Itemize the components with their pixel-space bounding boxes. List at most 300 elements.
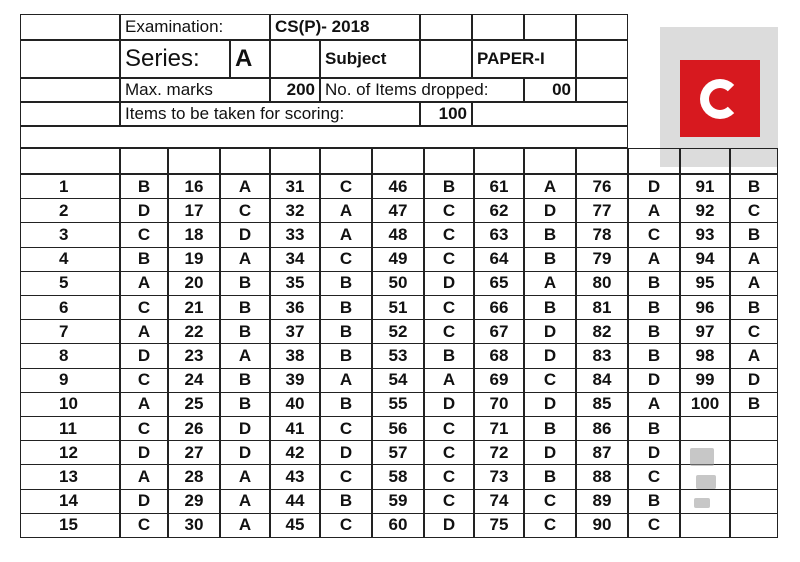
answer-cell — [628, 440, 680, 465]
question-number: 16 — [184, 176, 204, 196]
question-number: 40 — [285, 394, 305, 414]
question-number-cell — [680, 295, 730, 320]
header-blank-r1-a — [420, 14, 472, 40]
question-number: 60 — [388, 515, 408, 535]
question-number: 98 — [695, 345, 715, 365]
answer-cell — [320, 222, 372, 247]
answer-letter: D — [442, 273, 456, 293]
answer-cell — [524, 368, 576, 393]
answer-cell — [628, 319, 680, 344]
question-number-cell — [168, 222, 220, 247]
question-number-cell — [20, 392, 120, 417]
answer-letter: B — [442, 345, 456, 365]
question-number-cell — [680, 174, 730, 199]
question-number-cell — [372, 416, 424, 441]
question-number: 96 — [695, 297, 715, 317]
answer-letter: C — [238, 200, 252, 220]
question-number-cell — [474, 271, 524, 296]
answer-cell — [730, 343, 778, 368]
question-number-cell — [168, 343, 220, 368]
question-number-cell — [372, 247, 424, 272]
answer-cell — [120, 222, 168, 247]
answer-letter: C — [442, 224, 456, 244]
logo-ring-shape — [700, 79, 740, 119]
question-number: 22 — [184, 321, 204, 341]
scoring-value: 100 — [420, 102, 472, 126]
question-number: 63 — [489, 224, 509, 244]
answer-letter: D — [543, 394, 557, 414]
header-blank-r1-d — [576, 14, 628, 40]
answer-cell — [424, 513, 474, 538]
question-number-cell — [372, 198, 424, 223]
answer-letter: C — [543, 370, 557, 390]
question-number: 62 — [489, 200, 509, 220]
question-number-cell — [576, 416, 628, 441]
answer-cell — [524, 295, 576, 320]
question-number: 35 — [285, 273, 305, 293]
answer-cell — [628, 489, 680, 514]
question-number: 32 — [285, 200, 305, 220]
question-number: 28 — [184, 466, 204, 486]
spacer-cell — [20, 148, 120, 174]
question-number-cell — [680, 513, 730, 538]
answer-cell — [320, 198, 372, 223]
answer-cell — [220, 368, 270, 393]
answer-letter: C — [647, 224, 661, 244]
question-number-cell — [20, 319, 120, 344]
question-number-cell — [20, 464, 120, 489]
question-number-cell — [168, 416, 220, 441]
question-number-cell — [20, 416, 120, 441]
question-number-cell — [20, 271, 120, 296]
question-number-cell — [680, 343, 730, 368]
header-blank-r1-b — [472, 14, 524, 40]
answer-cell — [524, 271, 576, 296]
question-number-cell — [474, 343, 524, 368]
answer-cell — [730, 392, 778, 417]
question-number: 6 — [59, 297, 69, 317]
answer-letter: D — [339, 442, 353, 462]
question-number: 82 — [592, 321, 612, 341]
answer-cell — [220, 247, 270, 272]
answer-letter: A — [137, 394, 151, 414]
question-number-cell — [474, 174, 524, 199]
answer-cell — [628, 174, 680, 199]
question-number: 89 — [592, 491, 612, 511]
answer-letter: D — [442, 394, 456, 414]
question-number-cell — [270, 295, 320, 320]
answer-cell — [320, 174, 372, 199]
answer-letter: A — [238, 491, 252, 511]
answer-letter: C — [647, 515, 661, 535]
question-number: 13 — [59, 466, 78, 486]
question-number-cell — [680, 368, 730, 393]
scan-smudge — [694, 498, 710, 508]
question-number: 76 — [592, 176, 612, 196]
question-number-cell — [576, 271, 628, 296]
question-number: 19 — [184, 249, 204, 269]
question-number: 45 — [285, 515, 305, 535]
question-number: 55 — [388, 394, 408, 414]
answer-cell — [220, 416, 270, 441]
question-number: 2 — [59, 200, 69, 220]
question-number: 51 — [388, 297, 408, 317]
answer-letter: D — [647, 370, 661, 390]
answer-letter: C — [339, 418, 353, 438]
spacer-cell — [120, 148, 168, 174]
answer-cell — [424, 440, 474, 465]
question-number: 3 — [59, 224, 69, 244]
question-number-cell — [474, 222, 524, 247]
question-number: 15 — [59, 515, 78, 535]
question-number: 18 — [184, 224, 204, 244]
answer-letter: D — [137, 442, 151, 462]
question-number: 69 — [489, 370, 509, 390]
question-number-cell — [474, 513, 524, 538]
answer-letter: B — [137, 176, 151, 196]
answer-cell — [320, 319, 372, 344]
answer-letter: B — [238, 297, 252, 317]
question-number-cell — [168, 392, 220, 417]
answer-cell — [628, 271, 680, 296]
question-number: 59 — [388, 491, 408, 511]
question-number: 78 — [592, 224, 612, 244]
question-number: 46 — [388, 176, 408, 196]
header-blank-r1-c — [524, 14, 576, 40]
question-number: 70 — [489, 394, 509, 414]
question-number-cell — [372, 174, 424, 199]
question-number: 68 — [489, 345, 509, 365]
answer-cell — [524, 247, 576, 272]
question-number-cell — [270, 222, 320, 247]
answer-cell — [524, 343, 576, 368]
question-number-cell — [474, 440, 524, 465]
question-number-cell — [270, 368, 320, 393]
answer-letter: D — [647, 176, 661, 196]
answer-cell — [120, 174, 168, 199]
question-number-cell — [168, 513, 220, 538]
question-number-cell — [372, 392, 424, 417]
question-number: 25 — [184, 394, 204, 414]
spacer-cell — [320, 148, 372, 174]
answer-letter: B — [747, 394, 761, 414]
answer-letter: C — [339, 176, 353, 196]
question-number: 95 — [695, 273, 715, 293]
answer-letter: C — [442, 321, 456, 341]
question-number-cell — [20, 368, 120, 393]
question-number: 73 — [489, 466, 509, 486]
question-number: 100 — [690, 394, 720, 414]
answer-cell — [320, 247, 372, 272]
question-number: 49 — [388, 249, 408, 269]
question-number: 64 — [489, 249, 509, 269]
answer-letter: B — [647, 345, 661, 365]
answer-cell — [424, 295, 474, 320]
question-number-cell — [576, 513, 628, 538]
question-number: 75 — [489, 515, 509, 535]
question-number: 37 — [285, 321, 305, 341]
question-number-cell — [680, 271, 730, 296]
answer-cell — [730, 271, 778, 296]
answer-letter: A — [647, 394, 661, 414]
spacer-cell — [730, 148, 778, 174]
answer-cell — [628, 416, 680, 441]
question-number: 57 — [388, 442, 408, 462]
answer-cell — [220, 271, 270, 296]
question-number-cell — [576, 368, 628, 393]
answer-letter: B — [238, 321, 252, 341]
answer-letter: A — [747, 345, 761, 365]
max-marks-label: Max. marks — [120, 78, 270, 102]
question-number: 8 — [59, 345, 69, 365]
answer-letter: A — [238, 176, 252, 196]
question-number: 66 — [489, 297, 509, 317]
question-number: 17 — [184, 200, 204, 220]
question-number-cell — [270, 271, 320, 296]
question-number: 67 — [489, 321, 509, 341]
answer-letter: C — [339, 466, 353, 486]
question-number-cell — [680, 222, 730, 247]
answer-cell — [730, 174, 778, 199]
question-number: 87 — [592, 442, 612, 462]
answer-cell — [730, 464, 778, 489]
answer-letter: C — [442, 249, 456, 269]
question-number-cell — [576, 247, 628, 272]
answer-cell — [120, 247, 168, 272]
question-number-cell — [20, 489, 120, 514]
answer-cell — [730, 295, 778, 320]
answer-letter: B — [339, 345, 353, 365]
answer-cell — [320, 416, 372, 441]
question-number: 20 — [184, 273, 204, 293]
answer-cell — [524, 440, 576, 465]
question-number: 58 — [388, 466, 408, 486]
answer-cell — [220, 174, 270, 199]
examination-label: Examination: — [120, 14, 270, 40]
answer-letter: D — [747, 370, 761, 390]
question-number-cell — [270, 392, 320, 417]
answer-letter: C — [339, 249, 353, 269]
question-number-cell — [270, 198, 320, 223]
question-number: 86 — [592, 418, 612, 438]
answer-cell — [424, 343, 474, 368]
answer-letter: A — [238, 466, 252, 486]
question-number-cell — [168, 489, 220, 514]
answer-letter: A — [647, 249, 661, 269]
answer-letter: D — [543, 345, 557, 365]
question-number: 54 — [388, 370, 408, 390]
question-number-cell — [20, 247, 120, 272]
answer-letter: C — [543, 515, 557, 535]
question-number-cell — [20, 174, 120, 199]
question-number-cell — [474, 392, 524, 417]
answer-letter: B — [339, 321, 353, 341]
answer-cell — [320, 343, 372, 368]
question-number: 92 — [695, 200, 715, 220]
header-blank-left-4 — [20, 102, 120, 126]
scan-smudge — [696, 475, 716, 489]
spacer-cell — [524, 148, 576, 174]
question-number: 50 — [388, 273, 408, 293]
question-number: 4 — [59, 249, 69, 269]
question-number: 99 — [695, 370, 715, 390]
question-number-cell — [270, 489, 320, 514]
question-number-cell — [576, 464, 628, 489]
question-number-cell — [270, 513, 320, 538]
answer-letter: A — [747, 249, 761, 269]
question-number-cell — [168, 247, 220, 272]
header-blank-row5 — [20, 126, 628, 148]
answer-cell — [320, 440, 372, 465]
answer-cell — [220, 295, 270, 320]
answer-letter: D — [238, 224, 252, 244]
answer-cell — [628, 222, 680, 247]
answer-cell — [220, 464, 270, 489]
question-number: 43 — [285, 466, 305, 486]
answer-letter: A — [442, 370, 456, 390]
answer-letter: C — [137, 418, 151, 438]
question-number-cell — [474, 198, 524, 223]
question-number-cell — [20, 295, 120, 320]
answer-cell — [424, 416, 474, 441]
answer-letter: A — [137, 273, 151, 293]
question-number: 94 — [695, 249, 715, 269]
items-dropped-value: 00 — [524, 78, 576, 102]
question-number-cell — [168, 464, 220, 489]
answer-letter: C — [442, 418, 456, 438]
answer-letter: C — [442, 491, 456, 511]
subject-label: Subject — [320, 40, 420, 78]
answer-letter: D — [137, 345, 151, 365]
answer-letter: C — [543, 491, 557, 511]
spacer-cell — [220, 148, 270, 174]
answer-letter: B — [647, 321, 661, 341]
question-number-cell — [576, 319, 628, 344]
question-number-cell — [372, 489, 424, 514]
question-number-cell — [474, 489, 524, 514]
answer-cell — [120, 489, 168, 514]
answer-letter: A — [339, 370, 353, 390]
question-number: 34 — [285, 249, 305, 269]
question-number-cell — [270, 416, 320, 441]
answer-cell — [120, 368, 168, 393]
header-blank-left-2 — [20, 40, 120, 78]
header-blank-r3 — [576, 78, 628, 102]
answer-cell — [628, 247, 680, 272]
question-number-cell — [270, 247, 320, 272]
answer-letter: B — [647, 491, 661, 511]
series-label: Series: — [120, 40, 230, 78]
answer-cell — [320, 295, 372, 320]
answer-cell — [424, 489, 474, 514]
question-number: 80 — [592, 273, 612, 293]
items-dropped-label: No. of Items dropped: — [320, 78, 524, 102]
answer-letter: B — [543, 297, 557, 317]
answer-cell — [120, 271, 168, 296]
question-number-cell — [474, 464, 524, 489]
answer-cell — [524, 222, 576, 247]
answer-cell — [320, 489, 372, 514]
question-number: 85 — [592, 394, 612, 414]
answer-letter: D — [238, 418, 252, 438]
question-number: 30 — [184, 515, 204, 535]
answer-cell — [220, 343, 270, 368]
answer-cell — [424, 368, 474, 393]
question-number: 24 — [184, 370, 204, 390]
answer-letter: C — [442, 442, 456, 462]
question-number: 27 — [184, 442, 204, 462]
answer-cell — [424, 271, 474, 296]
question-number: 77 — [592, 200, 612, 220]
question-number-cell — [20, 222, 120, 247]
question-number-cell — [372, 368, 424, 393]
answer-cell — [730, 416, 778, 441]
question-number: 52 — [388, 321, 408, 341]
answer-cell — [730, 513, 778, 538]
series-value: A — [230, 40, 270, 78]
spacer-cell — [628, 148, 680, 174]
answer-letter: B — [543, 418, 557, 438]
answer-letter: D — [543, 442, 557, 462]
spacer-cell — [168, 148, 220, 174]
answer-letter: B — [543, 224, 557, 244]
answer-cell — [524, 513, 576, 538]
answer-cell — [524, 319, 576, 344]
question-number: 48 — [388, 224, 408, 244]
answer-cell — [424, 319, 474, 344]
header-blank-r2-c — [576, 40, 628, 78]
question-number-cell — [372, 222, 424, 247]
question-number-cell — [20, 198, 120, 223]
answer-letter: B — [747, 224, 761, 244]
question-number: 71 — [489, 418, 509, 438]
question-number-cell — [680, 392, 730, 417]
answer-cell — [730, 319, 778, 344]
answer-cell — [628, 464, 680, 489]
question-number: 5 — [59, 273, 69, 293]
question-number-cell — [576, 343, 628, 368]
question-number: 93 — [695, 224, 715, 244]
question-number: 21 — [184, 297, 204, 317]
question-number: 53 — [388, 345, 408, 365]
question-number-cell — [576, 440, 628, 465]
answer-cell — [220, 198, 270, 223]
question-number-cell — [576, 392, 628, 417]
question-number-cell — [474, 247, 524, 272]
question-number-cell — [372, 295, 424, 320]
answer-cell — [120, 416, 168, 441]
answer-letter: C — [137, 370, 151, 390]
answer-letter: C — [442, 466, 456, 486]
question-number: 44 — [285, 491, 305, 511]
answer-cell — [524, 464, 576, 489]
question-number: 31 — [285, 176, 305, 196]
answer-cell — [320, 368, 372, 393]
question-number: 42 — [285, 442, 305, 462]
answer-letter: B — [747, 176, 761, 196]
question-number-cell — [372, 513, 424, 538]
answer-letter: A — [238, 345, 252, 365]
question-number-cell — [372, 319, 424, 344]
answer-cell — [628, 368, 680, 393]
question-number-cell — [168, 271, 220, 296]
answer-letter: B — [137, 249, 151, 269]
answer-cell — [424, 247, 474, 272]
header-blank-left-3 — [20, 78, 120, 102]
question-number: 65 — [489, 273, 509, 293]
header-blank-r2-b — [420, 40, 472, 78]
answer-cell — [628, 198, 680, 223]
